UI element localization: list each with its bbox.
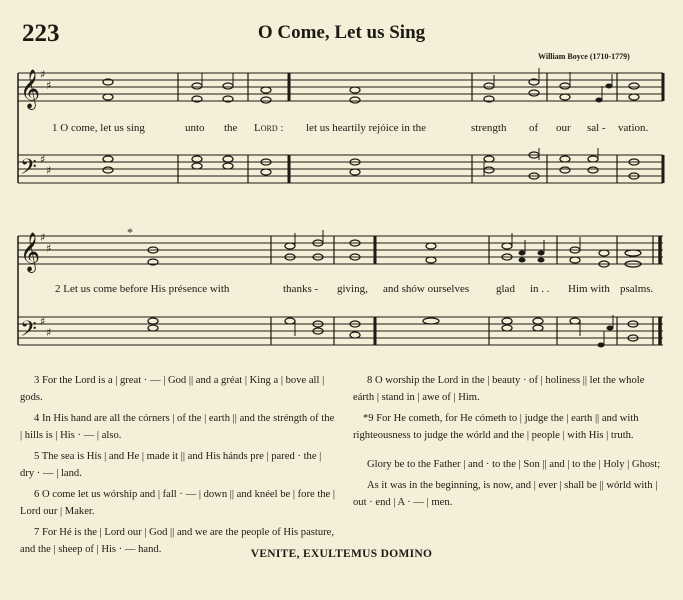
lyric-syllable: let us heartily rejóice in the <box>306 122 427 134</box>
hymn-title: O Come, Let us Sing <box>257 22 426 43</box>
verse-text: *9 For He cometh, for He cómeth to | judge the | earth || and with righteousness to judge the wórld and the | people | with His | truth. <box>353 413 639 441</box>
staff-treble-1 <box>18 73 663 101</box>
svg-text:♯: ♯ <box>46 164 52 177</box>
svg-text:♯: ♯ <box>46 79 52 92</box>
key-signature-sharps-icon <box>40 68 51 339</box>
lyric-syllable: giving, <box>337 283 368 295</box>
svg-text:♯: ♯ <box>40 231 46 244</box>
svg-text:♯: ♯ <box>46 242 52 255</box>
lyric-syllable: unto <box>185 122 205 134</box>
staff-bass-1 <box>18 155 663 183</box>
svg-text:♯: ♯ <box>40 153 46 166</box>
treble-clef-icon: 𝄞 <box>20 232 41 272</box>
doxology-text: As it was in the beginning, is now, and | ever | shall be || wórld with | out · end | A · — | men. <box>353 480 658 508</box>
verses-right-column <box>353 372 665 515</box>
lyric-syllable: 2 Let us come before His présence with <box>55 283 230 295</box>
verse-text: 5 The sea is Hís | and He | made it || and His hánds pre | pared · the | dry · — | land. <box>20 451 322 479</box>
treble-clef-icon: 𝄞 <box>20 69 41 109</box>
lyric-syllable: strength <box>471 122 507 134</box>
lyric-syllable: in . . <box>530 283 550 295</box>
lyric-syllable: psalms. <box>620 283 654 295</box>
verse-text: 6 O come let us wórship and | fall · — | down || and knéel be | fore the | Lord our | Maker. <box>20 489 336 517</box>
svg-text:♯: ♯ <box>40 68 46 81</box>
lyric-syllable: sal - <box>587 122 606 134</box>
lyric-syllable: thanks - <box>283 283 319 295</box>
bass-clef-icon: 𝄢 <box>20 155 37 185</box>
lyric-syllable: and shów ourselves <box>383 283 470 295</box>
doxology-text: Glory be to the Father | and · to the | Son || and | to the | Holy | Ghost; <box>367 459 661 470</box>
latin-title: VENITE, EXULTEMUS DOMINO <box>250 548 433 560</box>
svg-text:♯: ♯ <box>40 315 46 328</box>
lyric-syllable: of <box>529 122 539 134</box>
lyric-syllable: Him with <box>568 283 610 295</box>
lyric-syllable: vation. <box>618 122 649 134</box>
verse-text: 7 For Hé is the | Lord our | God || and we are the people of His pasture, and the | sheep of | His · — hand. <box>20 527 335 555</box>
svg-text:♯: ♯ <box>46 326 52 339</box>
lyric-syllable: 1 O come, let us sing <box>52 122 145 134</box>
asterisk-marker: * <box>127 225 133 239</box>
lyric-syllable: our <box>556 122 571 134</box>
staff-bass-2 <box>18 317 663 345</box>
staff-treble-2 <box>18 236 663 264</box>
lyric-syllable: the <box>224 122 238 134</box>
lyric-syllable: glad <box>496 283 515 295</box>
verse-text: 4 In His hand are all the córners | of the | earth || and the stréngth of the | hills is | His · — | also. <box>20 413 335 441</box>
hymn-number: 223 <box>22 20 60 47</box>
verse-text: 8 O worship the Lord in the | beauty · of | holiness || let the whole eárth | stand in | awe of | Him. <box>353 375 645 403</box>
composer-credit: William Boyce (1710-1779) <box>538 52 630 61</box>
verses-left-column <box>20 372 338 562</box>
lyric-syllable: Lord : <box>254 122 284 134</box>
bass-clef-icon: 𝄢 <box>20 317 37 347</box>
verse-text: 3 For the Lord is a | great · — | God || and a gréat | King a | bove all | gods. <box>20 375 325 403</box>
